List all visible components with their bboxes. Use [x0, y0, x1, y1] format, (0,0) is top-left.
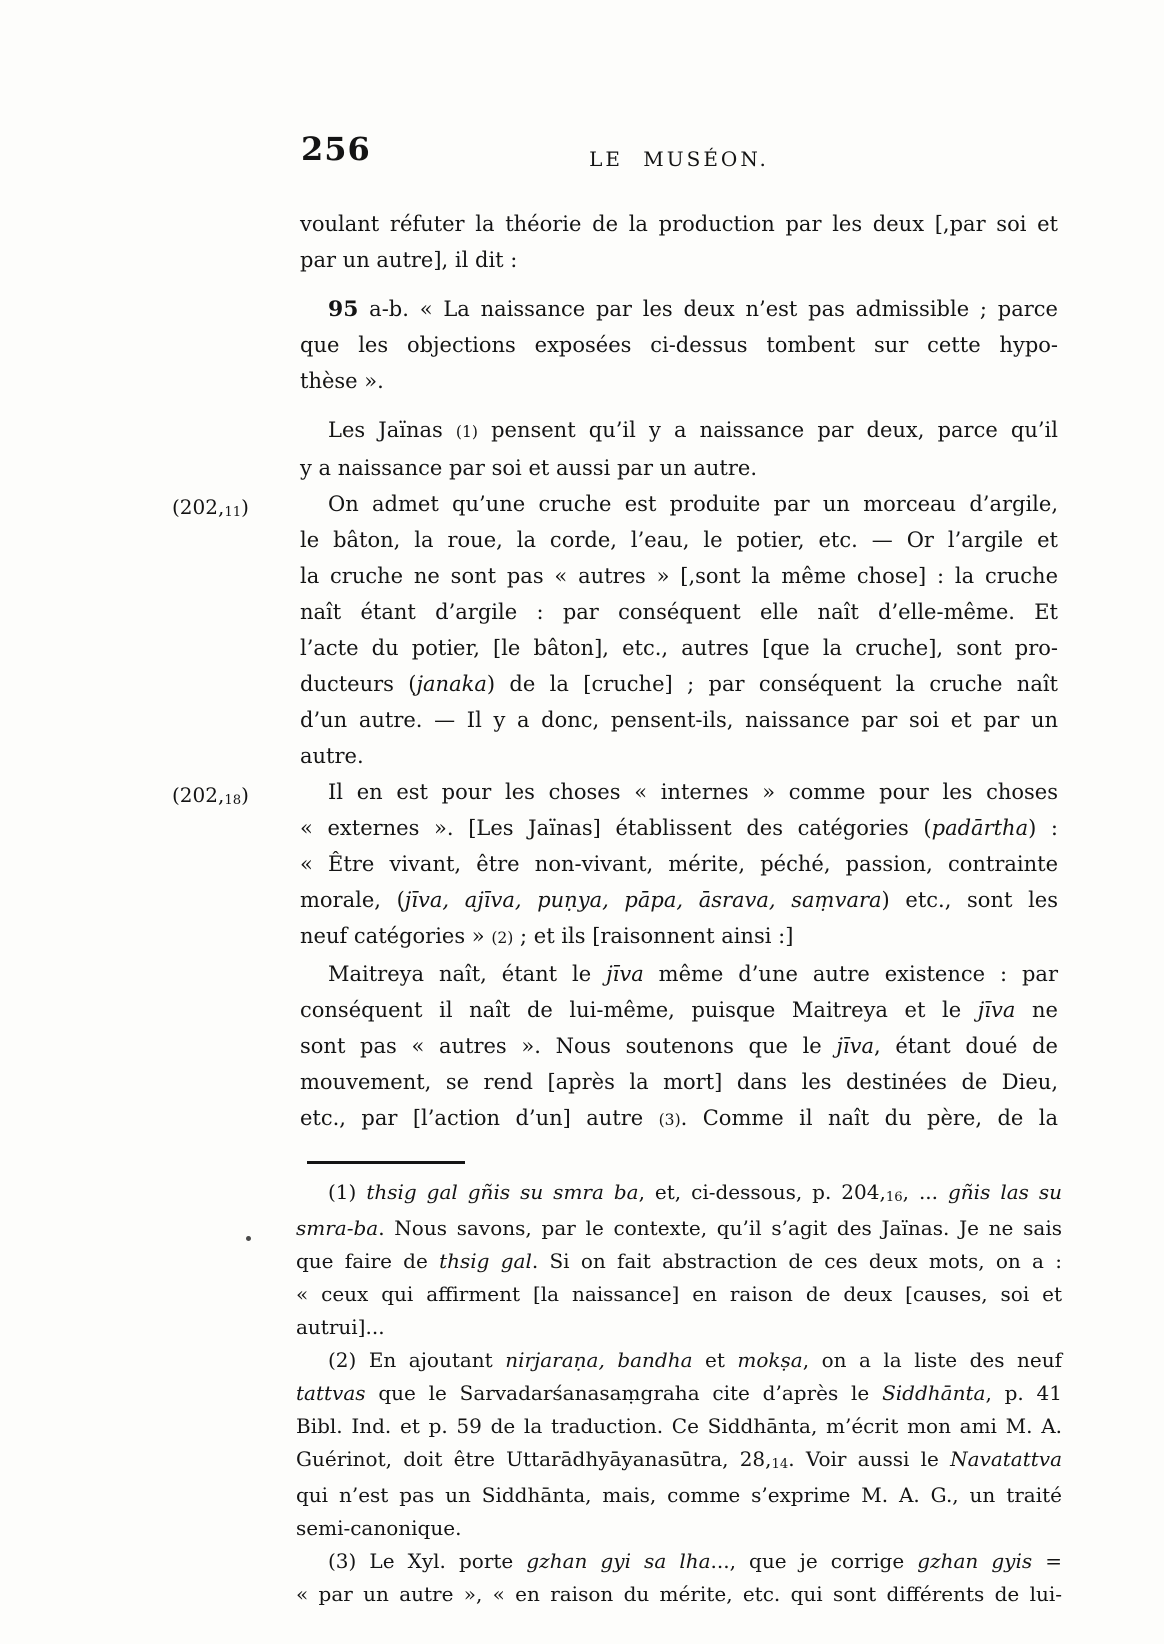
paragraph: [172, 486, 1058, 774]
body-text: [172, 206, 1058, 1138]
text-line: « Être vivant, être non-vivant, mérite, péché, passion, contrainte: [300, 852, 1058, 876]
text-line: par un autre], il dit :: [300, 248, 518, 272]
margin-note: (202,18): [172, 783, 249, 808]
text-line: « par un autre », « en raison du mérite, etc. qui sont différents de lui-: [296, 1582, 1062, 1606]
margin-note: (202,11): [172, 495, 249, 520]
journal-title: LE MUSÉON.: [589, 147, 769, 171]
text-line: d’un autre. — Il y a donc, pensent-ils, naissance par soi et par un: [300, 708, 1058, 732]
text-line: « externes ». [Les Jaïnas] établissent des catégories (padārtha) :: [300, 816, 1058, 840]
text-line: autrui]...: [296, 1315, 385, 1339]
paragraph: [296, 1344, 1062, 1545]
text-line: Bibl. Ind. et p. 59 de la traduction. Ce Siddhānta, m’écrit mon ami M. A.: [296, 1414, 1062, 1438]
text-line: voulant réfuter la théorie de la production par les deux [,par soi et: [300, 212, 1058, 236]
text-line: thèse ».: [300, 369, 384, 393]
paragraph: [172, 774, 1058, 956]
text-line: morale, (jīva, ajīva, puṇya, pāpa, āsrava, saṃvara) etc., sont les: [300, 888, 1058, 912]
text-line: semi-canonique.: [296, 1516, 462, 1540]
paragraph: [300, 206, 1058, 278]
text-line: etc., par [l’action d’un] autre (3). Comme il naît du père, de la: [300, 1106, 1058, 1130]
scan-artifact-dot: [246, 1236, 251, 1241]
text-line: Les Jaïnas (1) pensent qu’il y a naissance par deux, parce qu’il: [328, 418, 1058, 442]
text-line: 95 a-b. « La naissance par les deux n’est pas admissible ; parce: [328, 296, 1058, 322]
text-line: y a naissance par soi et aussi par un autre.: [300, 456, 758, 480]
text-line: l’acte du potier, [le bâton], etc., autres [que la cruche], sont pro-: [300, 636, 1058, 660]
page-number: 256: [301, 130, 371, 168]
footnote-separator: [307, 1161, 465, 1164]
footnotes: [296, 1176, 1062, 1611]
text-line: Guérinot, doit être Uttarādhyāyanasūtra, 28,14. Voir aussi le Navatattva: [296, 1447, 1062, 1472]
text-line: conséquent il naît de lui-même, puisque Maitreya et le jīva ne: [300, 998, 1058, 1022]
text-line: que les objections exposées ci-dessus tombent sur cette hypo-: [300, 333, 1058, 357]
paragraph: [300, 412, 1058, 486]
text-line: que faire de thsig gal. Si on fait abstraction de ces deux mots, on a :: [296, 1249, 1062, 1273]
text-line: qui n’est pas un Siddhānta, mais, comme s’exprime M. A. G., un traité: [296, 1483, 1062, 1507]
text-line: « ceux qui affirment [la naissance] en raison de deux [causes, soi et: [296, 1282, 1062, 1306]
text-line: Il en est pour les choses « internes » comme pour les choses: [328, 780, 1058, 804]
text-line: la cruche ne sont pas « autres » [,sont la même chose] : la cruche: [300, 564, 1058, 588]
text-line: Maitreya naît, étant le jīva même d’une autre existence : par: [328, 962, 1058, 986]
text-line: (3) Le Xyl. porte gzhan gyi sa lha..., que je corrige gzhan gyis =: [328, 1549, 1062, 1573]
paragraph: [300, 956, 1058, 1138]
text-line: On admet qu’une cruche est produite par un morceau d’argile,: [328, 492, 1058, 516]
text-line: neuf catégories » (2) ; et ils [raisonnent ainsi :]: [300, 924, 794, 948]
paragraph: [296, 1545, 1062, 1611]
text-line: tattvas que le Sarvadarśanasaṃgraha cite d’après le Siddhānta, p. 41: [296, 1381, 1063, 1405]
text-line: (1) thsig gal gñis su smra ba, et, ci-dessous, p. 204,16, ... gñis las su: [328, 1180, 1063, 1205]
text-line: (2) En ajoutant nirjaraṇa, bandha et mokṣa, on a la liste des neuf: [328, 1348, 1063, 1372]
text-line: autre.: [300, 744, 364, 768]
text-line: ducteurs (janaka) de la [cruche] ; par conséquent la cruche naît: [300, 672, 1058, 696]
text-line: mouvement, se rend [après la mort] dans les destinées de Dieu,: [300, 1070, 1058, 1094]
text-line: le bâton, la roue, la corde, l’eau, le potier, etc. — Or l’argile et: [300, 528, 1058, 552]
paragraph: [300, 291, 1058, 399]
text-line: naît étant d’argile : par conséquent elle naît d’elle-même. Et: [300, 600, 1058, 624]
paragraph: [296, 1176, 1062, 1344]
text-line: sont pas « autres ». Nous soutenons que le jīva, étant doué de: [300, 1034, 1058, 1058]
text-line: smra-ba. Nous savons, par le contexte, qu’il s’agit des Jaïnas. Je ne sais: [296, 1216, 1062, 1240]
